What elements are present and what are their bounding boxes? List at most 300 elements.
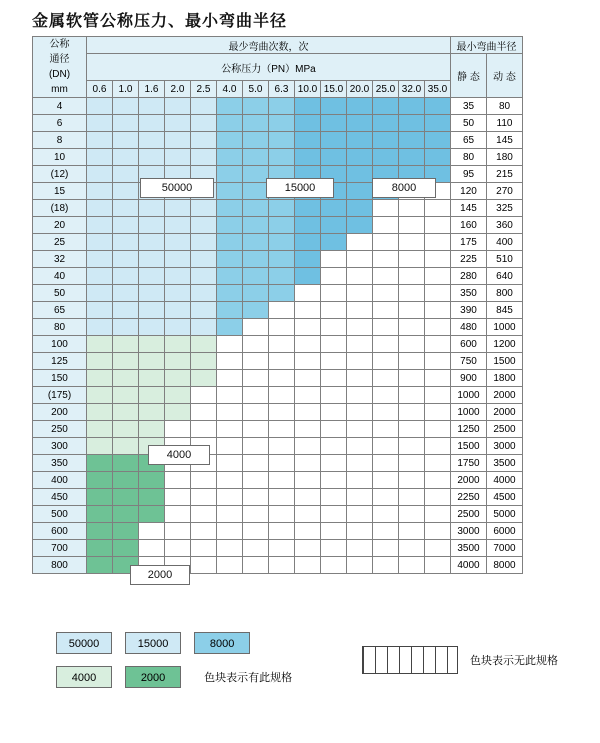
cell-bend (243, 404, 269, 421)
cell-bend (243, 370, 269, 387)
cell-bend (191, 489, 217, 506)
cell-bend (347, 149, 373, 166)
cell-bend (217, 268, 243, 285)
cell-bend (321, 557, 347, 574)
cell-bend (295, 489, 321, 506)
badge-8000: 8000 (372, 178, 436, 198)
cell-bend (243, 472, 269, 489)
cell-static-radius: 95 (451, 166, 487, 183)
cell-bend (425, 149, 451, 166)
header-pn-value: 10.0 (295, 81, 321, 98)
cell-bend (165, 268, 191, 285)
cell-bend (321, 540, 347, 557)
cell-bend (87, 540, 113, 557)
legend-note-color: 色块表示有此规格 (204, 672, 293, 684)
cell-bend (373, 217, 399, 234)
cell-static-radius: 600 (451, 336, 487, 353)
badge-2000: 2000 (130, 565, 190, 585)
cell-bend (113, 132, 139, 149)
cell-static-radius: 3000 (451, 523, 487, 540)
cell-bend (321, 455, 347, 472)
cell-bend (321, 234, 347, 251)
cell-bend (243, 149, 269, 166)
cell-bend (139, 200, 165, 217)
cell-bend (113, 506, 139, 523)
cell-bend (87, 455, 113, 472)
cell-bend (113, 234, 139, 251)
cell-static-radius: 50 (451, 115, 487, 132)
cell-bend (269, 319, 295, 336)
cell-bend (295, 336, 321, 353)
legend-swatch-15000: 15000 (125, 632, 181, 654)
cell-bend (191, 404, 217, 421)
header-pn-value: 1.0 (113, 81, 139, 98)
cell-bend (243, 285, 269, 302)
cell-bend (217, 353, 243, 370)
cell-static-radius: 35 (451, 98, 487, 115)
cell-bend (113, 370, 139, 387)
table-row (33, 149, 523, 166)
cell-bend (87, 421, 113, 438)
cell-bend (347, 336, 373, 353)
table-row (33, 404, 523, 421)
cell-dynamic-radius: 2500 (487, 421, 523, 438)
cell-bend (217, 506, 243, 523)
cell-bend (425, 506, 451, 523)
legend-swatch-50000: 50000 (56, 632, 112, 654)
cell-dn: 6 (33, 115, 87, 132)
header-pn-value: 32.0 (399, 81, 425, 98)
cell-bend (321, 404, 347, 421)
cell-bend (321, 370, 347, 387)
cell-bend (269, 353, 295, 370)
cell-bend (217, 302, 243, 319)
cell-bend (217, 438, 243, 455)
cell-bend (399, 217, 425, 234)
header-dn-line-4: mm (51, 84, 68, 95)
cell-bend (191, 217, 217, 234)
header-dynamic: 动 态 (487, 54, 523, 98)
cell-dn: 25 (33, 234, 87, 251)
cell-dn: 15 (33, 183, 87, 200)
badge-15000: 15000 (266, 178, 334, 198)
table-row (33, 336, 523, 353)
table-row (33, 200, 523, 217)
cell-static-radius: 390 (451, 302, 487, 319)
cell-bend (139, 268, 165, 285)
cell-bend (243, 98, 269, 115)
table-row (33, 438, 523, 455)
cell-bend (113, 251, 139, 268)
cell-bend (87, 200, 113, 217)
cell-bend (425, 523, 451, 540)
header-pn-value: 15.0 (321, 81, 347, 98)
cell-bend (373, 506, 399, 523)
cell-bend (113, 166, 139, 183)
cell-dn: 4 (33, 98, 87, 115)
cell-dynamic-radius: 1800 (487, 370, 523, 387)
cell-bend (295, 421, 321, 438)
cell-bend (321, 115, 347, 132)
cell-bend (243, 387, 269, 404)
cell-bend (295, 404, 321, 421)
cell-bend (243, 166, 269, 183)
cell-bend (295, 149, 321, 166)
cell-bend (295, 132, 321, 149)
cell-bend (269, 489, 295, 506)
cell-dn: 800 (33, 557, 87, 574)
header-pn-value: 5.0 (243, 81, 269, 98)
cell-dn: 10 (33, 149, 87, 166)
cell-bend (165, 115, 191, 132)
cell-dn: 125 (33, 353, 87, 370)
cell-static-radius: 2250 (451, 489, 487, 506)
cell-bend (295, 472, 321, 489)
cell-bend (165, 285, 191, 302)
table-row (33, 217, 523, 234)
cell-bend (425, 472, 451, 489)
cell-bend (87, 523, 113, 540)
cell-bend (425, 217, 451, 234)
cell-bend (217, 455, 243, 472)
cell-bend (347, 132, 373, 149)
cell-dn: 300 (33, 438, 87, 455)
cell-bend (425, 438, 451, 455)
cell-bend (373, 200, 399, 217)
cell-bend (191, 98, 217, 115)
cell-bend (217, 132, 243, 149)
cell-bend (243, 115, 269, 132)
cell-bend (399, 149, 425, 166)
cell-bend (243, 557, 269, 574)
cell-bend (321, 506, 347, 523)
cell-bend (399, 455, 425, 472)
cell-bend (295, 455, 321, 472)
header-dn-line-2: 通径 (49, 54, 70, 65)
cell-bend (399, 557, 425, 574)
cell-bend (347, 523, 373, 540)
cell-bend (87, 336, 113, 353)
cell-bend (295, 319, 321, 336)
cell-bend (295, 285, 321, 302)
cell-bend (191, 370, 217, 387)
cell-bend (165, 217, 191, 234)
header-min-radius: 最小弯曲半径 (451, 37, 523, 54)
cell-bend (399, 234, 425, 251)
legend-row-blue (56, 632, 260, 654)
cell-bend (295, 217, 321, 234)
cell-bend (87, 353, 113, 370)
legend-hatch-swatch (362, 646, 458, 674)
cell-bend (373, 455, 399, 472)
cell-bend (87, 268, 113, 285)
table-row (33, 387, 523, 404)
cell-bend (191, 319, 217, 336)
table-row (33, 540, 523, 557)
cell-bend (87, 319, 113, 336)
cell-bend (113, 149, 139, 166)
cell-bend (113, 285, 139, 302)
cell-dn: 400 (33, 472, 87, 489)
table-row (33, 234, 523, 251)
cell-bend (399, 370, 425, 387)
cell-bend (243, 336, 269, 353)
cell-bend (217, 285, 243, 302)
cell-bend (425, 540, 451, 557)
cell-bend (269, 200, 295, 217)
cell-bend (217, 557, 243, 574)
cell-bend (399, 251, 425, 268)
cell-bend (113, 353, 139, 370)
table-body (33, 98, 523, 574)
cell-bend (295, 540, 321, 557)
header-bend-count: 最少弯曲次数，次 (87, 37, 451, 54)
cell-dn: 200 (33, 404, 87, 421)
cell-bend (191, 149, 217, 166)
cell-bend (269, 132, 295, 149)
cell-bend (113, 421, 139, 438)
cell-dynamic-radius: 270 (487, 183, 523, 200)
cell-bend (269, 455, 295, 472)
cell-bend (191, 200, 217, 217)
cell-bend (399, 404, 425, 421)
cell-dn: (18) (33, 200, 87, 217)
cell-bend (295, 387, 321, 404)
cell-bend (373, 268, 399, 285)
cell-bend (217, 200, 243, 217)
header-pn: 公称压力（PN）MPa (87, 54, 451, 81)
cell-bend (243, 438, 269, 455)
cell-bend (165, 98, 191, 115)
table-row (33, 523, 523, 540)
cell-bend (347, 557, 373, 574)
cell-bend (425, 132, 451, 149)
cell-bend (269, 285, 295, 302)
cell-bend (347, 370, 373, 387)
cell-bend (165, 370, 191, 387)
cell-bend (165, 404, 191, 421)
cell-bend (347, 268, 373, 285)
cell-bend (165, 387, 191, 404)
cell-bend (321, 132, 347, 149)
cell-bend (373, 115, 399, 132)
cell-bend (139, 421, 165, 438)
cell-bend (113, 115, 139, 132)
cell-bend (243, 319, 269, 336)
cell-dn: 8 (33, 132, 87, 149)
cell-static-radius: 120 (451, 183, 487, 200)
cell-bend (217, 540, 243, 557)
cell-dynamic-radius: 2000 (487, 387, 523, 404)
cell-bend (425, 115, 451, 132)
cell-bend (347, 319, 373, 336)
cell-bend (113, 455, 139, 472)
cell-bend (113, 336, 139, 353)
cell-bend (373, 387, 399, 404)
cell-bend (113, 200, 139, 217)
cell-bend (139, 489, 165, 506)
cell-bend (373, 472, 399, 489)
cell-bend (191, 302, 217, 319)
cell-bend (165, 421, 191, 438)
cell-bend (269, 438, 295, 455)
cell-bend (217, 404, 243, 421)
cell-bend (243, 540, 269, 557)
cell-bend (321, 149, 347, 166)
table-row (33, 455, 523, 472)
cell-bend (399, 268, 425, 285)
header-pn-value: 35.0 (425, 81, 451, 98)
cell-bend (347, 506, 373, 523)
cell-bend (373, 370, 399, 387)
cell-bend (87, 506, 113, 523)
cell-bend (139, 217, 165, 234)
cell-bend (399, 200, 425, 217)
header-pn-value: 2.0 (165, 81, 191, 98)
cell-static-radius: 2500 (451, 506, 487, 523)
table-row (33, 132, 523, 149)
cell-bend (373, 319, 399, 336)
cell-bend (113, 183, 139, 200)
cell-bend (399, 506, 425, 523)
header-pn-value: 20.0 (347, 81, 373, 98)
cell-bend (269, 251, 295, 268)
cell-bend (87, 234, 113, 251)
cell-bend (373, 251, 399, 268)
cell-bend (399, 540, 425, 557)
cell-bend (165, 336, 191, 353)
cell-dynamic-radius: 215 (487, 166, 523, 183)
table-row (33, 302, 523, 319)
cell-bend (217, 166, 243, 183)
cell-dynamic-radius: 7000 (487, 540, 523, 557)
cell-bend (399, 421, 425, 438)
cell-bend (217, 183, 243, 200)
table-row (33, 285, 523, 302)
cell-bend (217, 149, 243, 166)
cell-bend (321, 421, 347, 438)
cell-bend (165, 523, 191, 540)
cell-bend (191, 115, 217, 132)
cell-bend (295, 438, 321, 455)
cell-bend (373, 438, 399, 455)
legend-swatch-2000: 2000 (125, 666, 181, 688)
cell-bend (425, 251, 451, 268)
cell-bend (113, 302, 139, 319)
cell-bend (373, 234, 399, 251)
cell-bend (139, 98, 165, 115)
cell-bend (425, 557, 451, 574)
cell-bend (373, 353, 399, 370)
cell-bend (295, 557, 321, 574)
cell-bend (139, 540, 165, 557)
cell-bend (217, 523, 243, 540)
cell-bend (425, 421, 451, 438)
cell-bend (321, 523, 347, 540)
cell-bend (347, 421, 373, 438)
cell-bend (217, 336, 243, 353)
cell-bend (191, 387, 217, 404)
cell-bend (373, 557, 399, 574)
cell-bend (139, 149, 165, 166)
cell-bend (425, 319, 451, 336)
cell-dn: 350 (33, 455, 87, 472)
cell-bend (295, 234, 321, 251)
cell-bend (373, 489, 399, 506)
cell-bend (217, 217, 243, 234)
cell-bend (139, 404, 165, 421)
cell-dn: 500 (33, 506, 87, 523)
cell-dynamic-radius: 1200 (487, 336, 523, 353)
cell-dynamic-radius: 8000 (487, 557, 523, 574)
cell-bend (373, 149, 399, 166)
badge-50000: 50000 (140, 178, 214, 198)
cell-dn: 20 (33, 217, 87, 234)
cell-bend (87, 98, 113, 115)
cell-bend (399, 319, 425, 336)
cell-bend (347, 251, 373, 268)
cell-static-radius: 1000 (451, 387, 487, 404)
cell-bend (217, 370, 243, 387)
cell-bend (321, 319, 347, 336)
cell-bend (321, 200, 347, 217)
cell-bend (399, 489, 425, 506)
header-dn-line-1: 公称 (49, 39, 70, 50)
cell-bend (295, 370, 321, 387)
cell-bend (399, 98, 425, 115)
cell-dn: 32 (33, 251, 87, 268)
cell-bend (321, 353, 347, 370)
cell-bend (243, 506, 269, 523)
cell-dynamic-radius: 400 (487, 234, 523, 251)
table-row (33, 115, 523, 132)
cell-bend (191, 506, 217, 523)
cell-bend (217, 319, 243, 336)
cell-bend (321, 98, 347, 115)
cell-bend (217, 115, 243, 132)
legend-note-hatch: 色块表示无此规格 (470, 655, 558, 667)
header-static: 静 态 (451, 54, 487, 98)
cell-bend (243, 251, 269, 268)
cell-bend (399, 523, 425, 540)
cell-static-radius: 480 (451, 319, 487, 336)
legend-swatch-8000: 8000 (194, 632, 250, 654)
cell-bend (139, 353, 165, 370)
badge-4000: 4000 (148, 445, 210, 465)
cell-bend (425, 98, 451, 115)
cell-bend (269, 115, 295, 132)
cell-bend (165, 489, 191, 506)
cell-bend (269, 98, 295, 115)
cell-bend (87, 132, 113, 149)
cell-bend (347, 98, 373, 115)
cell-bend (217, 472, 243, 489)
cell-bend (373, 540, 399, 557)
cell-static-radius: 1750 (451, 455, 487, 472)
cell-dynamic-radius: 180 (487, 149, 523, 166)
cell-bend (243, 132, 269, 149)
cell-bend (269, 387, 295, 404)
cell-bend (347, 285, 373, 302)
cell-bend (425, 353, 451, 370)
cell-dn: 150 (33, 370, 87, 387)
cell-bend (321, 268, 347, 285)
cell-bend (295, 353, 321, 370)
cell-bend (87, 370, 113, 387)
cell-bend (373, 302, 399, 319)
legend-row-green (56, 666, 292, 688)
cell-bend (217, 234, 243, 251)
